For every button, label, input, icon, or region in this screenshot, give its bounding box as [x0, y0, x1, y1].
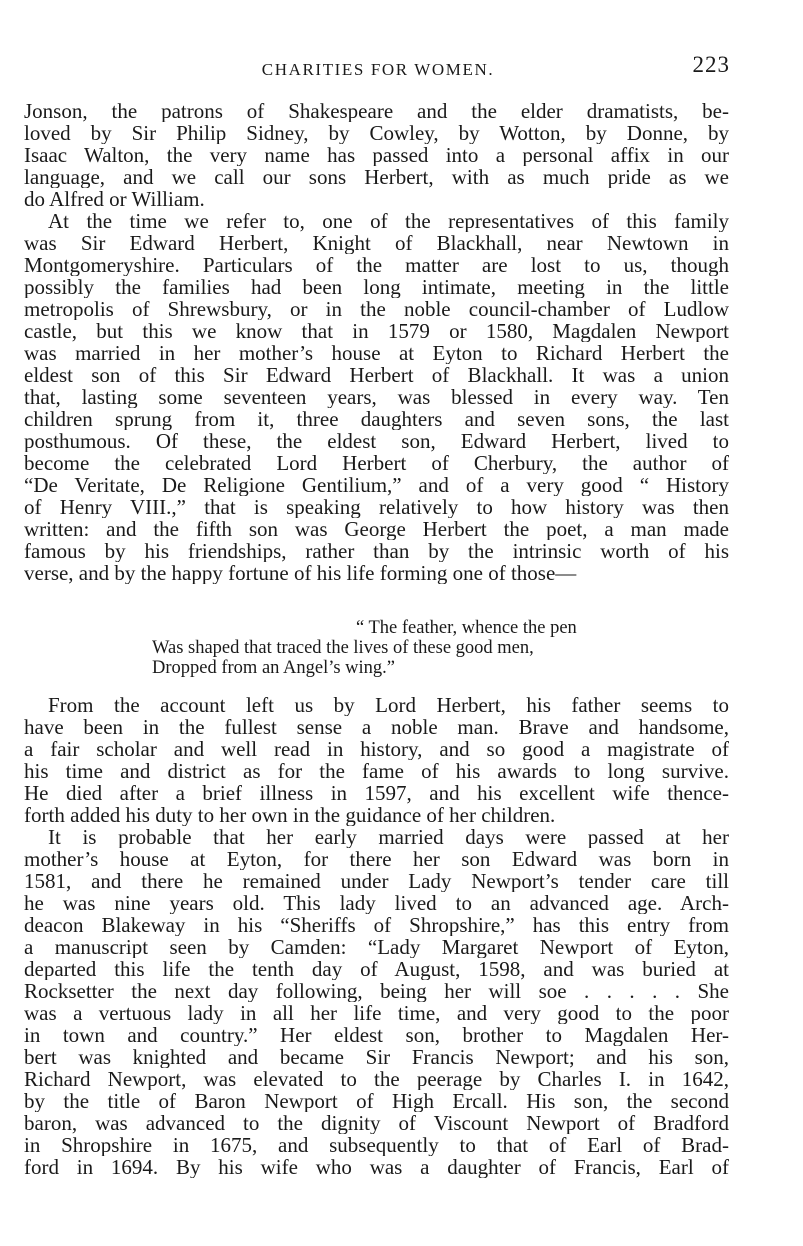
verse-line: Was shaped that traced the lives of these good men, — [152, 638, 534, 658]
text-line: loved by Sir Philip Sidney, by Cowley, by Wotton, by Donne, by — [24, 122, 729, 144]
text-line: in Shropshire in 1675, and subsequently to that of Earl of Brad- — [24, 1134, 729, 1156]
text-line: Rocksetter the next day following, being her will soe . . . . . She — [24, 980, 729, 1002]
text-line: At the time we refer to, one of the representatives of this family — [48, 210, 729, 232]
verse-line: “ The feather, whence the pen — [356, 618, 577, 638]
text-line: do Alfred or William. — [24, 188, 205, 210]
text-line: become the celebrated Lord Herbert of Cherbury, the author of — [24, 452, 729, 474]
text-line: He died after a brief illness in 1597, and his excellent wife thence- — [24, 782, 729, 804]
text-line: he was nine years old. This lady lived to an advanced age. Arch- — [24, 892, 729, 914]
text-line: in town and country.” Her eldest son, brother to Magdalen Her- — [24, 1024, 729, 1046]
text-line: was Sir Edward Herbert, Knight of Blackhall, near Newtown in — [24, 232, 729, 254]
text-line: Richard Newport, was elevated to the peerage by Charles I. in 1642, — [24, 1068, 729, 1090]
text-line: verse, and by the happy fortune of his life forming one of those— — [24, 562, 577, 584]
text-line: bert was knighted and became Sir Francis Newport; and his son, — [24, 1046, 729, 1068]
verse-line: Dropped from an Angel’s wing.” — [152, 658, 396, 678]
text-line: From the account left us by Lord Herbert, his father seems to — [48, 694, 729, 716]
text-line: that, lasting some seventeen years, was blessed in every way. Ten — [24, 386, 729, 408]
text-line: by the title of Baron Newport of High Ercall. His son, the second — [24, 1090, 729, 1112]
text-line: “De Veritate, De Religione Gentilium,” and of a very good “ History — [24, 474, 729, 496]
text-line: was a vertuous lady in all her life time, and very good to the poor — [24, 1002, 729, 1024]
page-number: 223 — [692, 52, 730, 77]
running-title: CHARITIES FOR WOMEN. — [261, 60, 495, 79]
text-line: castle, but this we know that in 1579 or 1580, Magdalen Newport — [24, 320, 729, 342]
text-line: 1581, and there he remained under Lady Newport’s tender care till — [24, 870, 729, 892]
text-line: departed this life the tenth day of August, 1598, and was buried at — [24, 958, 729, 980]
text-line: baron, was advanced to the dignity of Viscount Newport of Bradford — [24, 1112, 729, 1134]
text-line: ford in 1694. By his wife who was a daughter of Francis, Earl of — [24, 1156, 729, 1178]
text-line: language, and we call our sons Herbert, with as much pride as we — [24, 166, 729, 188]
text-line: posthumous. Of these, the eldest son, Edward Herbert, lived to — [24, 430, 729, 452]
text-line: Isaac Walton, the very name has passed into a personal affix in our — [24, 144, 729, 166]
text-line: have been in the fullest sense a noble man. Brave and handsome, — [24, 716, 729, 738]
text-line: a fair scholar and well read in history, and so good a magistrate of — [24, 738, 729, 760]
text-line: metropolis of Shrewsbury, or in the noble council-chamber of Ludlow — [24, 298, 729, 320]
text-line: his time and district as for the fame of his awards to long survive. — [24, 760, 729, 782]
text-line: written: and the fifth son was George Herbert the poet, a man made — [24, 518, 729, 540]
text-line: a manuscript seen by Camden: “Lady Margaret Newport of Eyton, — [24, 936, 729, 958]
text-line: of Henry VIII.,” that is speaking relatively to how history was then — [24, 496, 729, 518]
text-line: was married in her mother’s house at Eyton to Richard Herbert the — [24, 342, 729, 364]
text-line: famous by his friendships, rather than by the intrinsic worth of his — [24, 540, 729, 562]
text-line: forth added his duty to her own in the guidance of her children. — [24, 804, 556, 826]
text-line: It is probable that her early married days were passed at her — [48, 826, 729, 848]
running-head — [22, 50, 734, 84]
text-line: mother’s house at Eyton, for there her son Edward was born in — [24, 848, 729, 870]
text-line: possibly the families had been long intimate, meeting in the little — [24, 276, 729, 298]
text-line: deacon Blakeway in his “Sheriffs of Shropshire,” has this entry from — [24, 914, 729, 936]
text-line: Montgomeryshire. Particulars of the matter are lost to us, though — [24, 254, 729, 276]
text-line: Jonson, the patrons of Shakespeare and the elder dramatists, be- — [24, 100, 729, 122]
text-line: eldest son of this Sir Edward Herbert of Blackhall. It was a union — [24, 364, 729, 386]
text-line: children sprung from it, three daughters and seven sons, the last — [24, 408, 729, 430]
